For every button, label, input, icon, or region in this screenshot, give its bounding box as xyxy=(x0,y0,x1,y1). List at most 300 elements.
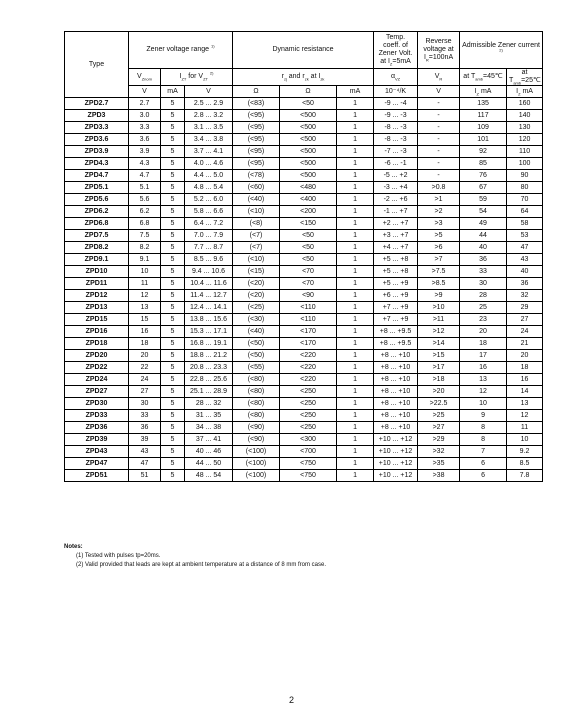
unit-iz: mA xyxy=(161,86,185,98)
cell-i45: 18 xyxy=(460,338,507,350)
cell-izk: 1 xyxy=(337,362,374,374)
cell-i45: 6 xyxy=(460,470,507,482)
cell-i45: 20 xyxy=(460,326,507,338)
header-type: Type xyxy=(65,32,129,98)
cell-rzk: <250 xyxy=(280,398,337,410)
header-alpha-vz: $\alpha_{VZ}$ xyxy=(374,69,418,86)
cell-tc: +5 ... +8 xyxy=(374,266,418,278)
cell-vr: >8.5 xyxy=(418,278,460,290)
cell-izk: 1 xyxy=(337,458,374,470)
cell-vr: >3 xyxy=(418,218,460,230)
cell-vr: >20 xyxy=(418,386,460,398)
cell-vz: 39 xyxy=(129,434,161,446)
cell-i25: 80 xyxy=(507,182,543,194)
cell-vz: 27 xyxy=(129,386,161,398)
table-row xyxy=(65,326,543,338)
cell-i45: 16 xyxy=(460,362,507,374)
cell-i45: 109 xyxy=(460,122,507,134)
cell-izk: 1 xyxy=(337,122,374,134)
cell-vz: 33 xyxy=(129,410,161,422)
cell-vr: >5 xyxy=(418,230,460,242)
cell-rzt: (<50) xyxy=(233,338,280,350)
cell-tc: -8 ... -3 xyxy=(374,134,418,146)
table-row xyxy=(65,278,543,290)
cell-vz: 36 xyxy=(129,422,161,434)
cell-izk: 1 xyxy=(337,314,374,326)
cell-rzk: <500 xyxy=(280,110,337,122)
cell-izk: 1 xyxy=(337,218,374,230)
cell-iz: 5 xyxy=(161,398,185,410)
cell-vz: 18 xyxy=(129,338,161,350)
cell-izk: 1 xyxy=(337,182,374,194)
cell-rzk: <480 xyxy=(280,182,337,194)
cell-izk: 1 xyxy=(337,170,374,182)
cell-type: ZPD10 xyxy=(65,266,129,278)
cell-i45: 12 xyxy=(460,386,507,398)
cell-i45: 9 xyxy=(460,410,507,422)
cell-tc: +8 ... +9.5 xyxy=(374,326,418,338)
header-temp-coeff: Temp. coeff. of Zener Volt. at $I_Z=5mA$ xyxy=(374,32,418,69)
cell-i45: 25 xyxy=(460,302,507,314)
cell-type: ZPD30 xyxy=(65,398,129,410)
cell-izk: 1 xyxy=(337,146,374,158)
cell-iz: 5 xyxy=(161,434,185,446)
cell-i45: 13 xyxy=(460,374,507,386)
cell-tc: -9 ... -3 xyxy=(374,110,418,122)
cell-i45: 85 xyxy=(460,158,507,170)
cell-range: 4.4 ... 5.0 xyxy=(185,170,233,182)
cell-tc: -7 ... -3 xyxy=(374,146,418,158)
cell-type: ZPD33 xyxy=(65,410,129,422)
cell-tc: +5 ... +8 xyxy=(374,254,418,266)
cell-iz: 5 xyxy=(161,278,185,290)
table-row xyxy=(65,242,543,254)
cell-type: ZPD5.1 xyxy=(65,182,129,194)
header-iz-45: at $T_{amb}=45℃$ xyxy=(460,69,507,86)
page-number: 2 xyxy=(288,695,294,705)
cell-rzk: <500 xyxy=(280,122,337,134)
cell-tc: -3 ... +4 xyxy=(374,182,418,194)
cell-vr: - xyxy=(418,170,460,182)
cell-vr: - xyxy=(418,110,460,122)
cell-range: 48 ... 54 xyxy=(185,470,233,482)
cell-vr: >1 xyxy=(418,194,460,206)
cell-izk: 1 xyxy=(337,398,374,410)
zener-spec-table xyxy=(64,31,543,482)
cell-type: ZPD18 xyxy=(65,338,129,350)
cell-izk: 1 xyxy=(337,290,374,302)
cell-iz: 5 xyxy=(161,158,185,170)
cell-vz: 6.8 xyxy=(129,218,161,230)
table-row xyxy=(65,470,543,482)
cell-rzk: <250 xyxy=(280,386,337,398)
header-rz: $r_{zj}$ and $r_{zk}$ at $I_{zk}$ xyxy=(233,69,374,86)
cell-range: 6.4 ... 7.2 xyxy=(185,218,233,230)
cell-i25: 70 xyxy=(507,194,543,206)
cell-iz: 5 xyxy=(161,422,185,434)
cell-i25: 43 xyxy=(507,254,543,266)
cell-tc: +7 ... +9 xyxy=(374,314,418,326)
cell-i45: 117 xyxy=(460,110,507,122)
cell-range: 40 ... 46 xyxy=(185,446,233,458)
cell-rzt: (<95) xyxy=(233,158,280,170)
cell-range: 13.8 ... 15.6 xyxy=(185,314,233,326)
cell-tc: -8 ... -3 xyxy=(374,122,418,134)
cell-rzk: <50 xyxy=(280,98,337,110)
cell-rzt: (<83) xyxy=(233,98,280,110)
cell-tc: -1 ... +7 xyxy=(374,206,418,218)
cell-range: 25.1 ... 28.9 xyxy=(185,386,233,398)
header-dynamic-resistance: Dynamic resistance xyxy=(233,32,374,69)
cell-type: ZPD47 xyxy=(65,458,129,470)
cell-vz: 47 xyxy=(129,458,161,470)
cell-vr: - xyxy=(418,158,460,170)
cell-vz: 3.6 xyxy=(129,134,161,146)
table-row xyxy=(65,230,543,242)
cell-izk: 1 xyxy=(337,266,374,278)
cell-i45: 36 xyxy=(460,254,507,266)
unit-vr: V xyxy=(418,86,460,98)
cell-type: ZPD3.6 xyxy=(65,134,129,146)
cell-izk: 1 xyxy=(337,422,374,434)
cell-type: ZPD2.7 xyxy=(65,98,129,110)
cell-vz: 16 xyxy=(129,326,161,338)
header-row-group-titles xyxy=(65,32,543,69)
header-zener-voltage-range: Zener voltage range $^{1)}$ xyxy=(129,32,233,69)
cell-iz: 5 xyxy=(161,218,185,230)
cell-rzk: <70 xyxy=(280,278,337,290)
cell-vz: 13 xyxy=(129,302,161,314)
cell-i25: 32 xyxy=(507,290,543,302)
table-row xyxy=(65,254,543,266)
cell-iz: 5 xyxy=(161,374,185,386)
cell-vz: 3.0 xyxy=(129,110,161,122)
cell-range: 37 ... 41 xyxy=(185,434,233,446)
cell-i25: 9.2 xyxy=(507,446,543,458)
cell-vz: 5.1 xyxy=(129,182,161,194)
cell-i25: 110 xyxy=(507,146,543,158)
cell-tc: +8 ... +10 xyxy=(374,386,418,398)
cell-vz: 3.3 xyxy=(129,122,161,134)
cell-izk: 1 xyxy=(337,254,374,266)
cell-i45: 92 xyxy=(460,146,507,158)
cell-type: ZPD36 xyxy=(65,422,129,434)
cell-tc: +8 ... +9.5 xyxy=(374,338,418,350)
cell-vz: 9.1 xyxy=(129,254,161,266)
cell-vz: 15 xyxy=(129,314,161,326)
cell-tc: +5 ... +9 xyxy=(374,278,418,290)
cell-i25: 21 xyxy=(507,338,543,350)
cell-vr: >32 xyxy=(418,446,460,458)
cell-range: 8.5 ... 9.6 xyxy=(185,254,233,266)
cell-rzk: <700 xyxy=(280,446,337,458)
cell-rzk: <400 xyxy=(280,194,337,206)
note-2: (2) Valid provided that leads are kept at ambient temperature at a distance of 8 mm from case. xyxy=(76,562,327,568)
cell-vz: 2.7 xyxy=(129,98,161,110)
cell-i45: 54 xyxy=(460,206,507,218)
cell-izk: 1 xyxy=(337,434,374,446)
cell-range: 5.8 ... 6.6 xyxy=(185,206,233,218)
cell-izk: 1 xyxy=(337,278,374,290)
cell-rzt: (<25) xyxy=(233,302,280,314)
cell-range: 12.4 ... 14.1 xyxy=(185,302,233,314)
cell-i25: 90 xyxy=(507,170,543,182)
cell-i25: 47 xyxy=(507,242,543,254)
cell-rzt: (<80) xyxy=(233,410,280,422)
cell-type: ZPD6.8 xyxy=(65,218,129,230)
cell-rzk: <500 xyxy=(280,134,337,146)
cell-range: 3.1 ... 3.5 xyxy=(185,122,233,134)
cell-rzk: <70 xyxy=(280,266,337,278)
cell-izk: 1 xyxy=(337,194,374,206)
cell-vr: >7.5 xyxy=(418,266,460,278)
table-row xyxy=(65,398,543,410)
cell-type: ZPD6.2 xyxy=(65,206,129,218)
table-row xyxy=(65,98,543,110)
table-row xyxy=(65,290,543,302)
cell-rzt: (<30) xyxy=(233,314,280,326)
cell-type: ZPD8.2 xyxy=(65,242,129,254)
cell-izk: 1 xyxy=(337,410,374,422)
cell-rzk: <110 xyxy=(280,302,337,314)
cell-rzt: (<90) xyxy=(233,422,280,434)
cell-type: ZPD4.7 xyxy=(65,170,129,182)
cell-vr: - xyxy=(418,98,460,110)
cell-rzt: (<55) xyxy=(233,362,280,374)
cell-rzk: <150 xyxy=(280,218,337,230)
cell-rzk: <90 xyxy=(280,290,337,302)
cell-iz: 5 xyxy=(161,326,185,338)
cell-tc: +8 ... +10 xyxy=(374,422,418,434)
cell-type: ZPD27 xyxy=(65,386,129,398)
cell-iz: 5 xyxy=(161,170,185,182)
unit-i25: $I_Z$ mA xyxy=(507,86,543,98)
cell-vr: >29 xyxy=(418,434,460,446)
cell-iz: 5 xyxy=(161,350,185,362)
table-row xyxy=(65,434,543,446)
cell-i45: 23 xyxy=(460,314,507,326)
cell-i45: 49 xyxy=(460,218,507,230)
cell-rzt: (<100) xyxy=(233,470,280,482)
table-row xyxy=(65,302,543,314)
cell-type: ZPD13 xyxy=(65,302,129,314)
cell-type: ZPD9.1 xyxy=(65,254,129,266)
cell-iz: 5 xyxy=(161,98,185,110)
cell-range: 34 ... 38 xyxy=(185,422,233,434)
cell-i45: 101 xyxy=(460,134,507,146)
table-row xyxy=(65,374,543,386)
cell-rzt: (<100) xyxy=(233,446,280,458)
cell-iz: 5 xyxy=(161,122,185,134)
cell-tc: +8 ... +10 xyxy=(374,398,418,410)
cell-vr: >6 xyxy=(418,242,460,254)
cell-rzk: <170 xyxy=(280,338,337,350)
header-row-symbols xyxy=(65,69,543,86)
table-row xyxy=(65,134,543,146)
cell-type: ZPD39 xyxy=(65,434,129,446)
table-row xyxy=(65,110,543,122)
cell-vr: >22.5 xyxy=(418,398,460,410)
cell-rzk: <170 xyxy=(280,326,337,338)
table-row xyxy=(65,146,543,158)
cell-rzk: <110 xyxy=(280,314,337,326)
cell-rzt: (<50) xyxy=(233,350,280,362)
cell-vz: 11 xyxy=(129,278,161,290)
cell-rzk: <500 xyxy=(280,158,337,170)
cell-vr: - xyxy=(418,146,460,158)
cell-i25: 13 xyxy=(507,398,543,410)
cell-vz: 4.7 xyxy=(129,170,161,182)
notes xyxy=(64,543,326,570)
cell-tc: +8 ... +10 xyxy=(374,350,418,362)
cell-iz: 5 xyxy=(161,146,185,158)
cell-rzk: <300 xyxy=(280,434,337,446)
cell-izk: 1 xyxy=(337,98,374,110)
cell-range: 10.4 ... 11.6 xyxy=(185,278,233,290)
cell-rzt: (<95) xyxy=(233,110,280,122)
cell-rzt: (<8) xyxy=(233,218,280,230)
cell-vr: >15 xyxy=(418,350,460,362)
cell-izk: 1 xyxy=(337,206,374,218)
cell-vr: >17 xyxy=(418,362,460,374)
cell-i25: 10 xyxy=(507,434,543,446)
cell-type: ZPD12 xyxy=(65,290,129,302)
table-row xyxy=(65,206,543,218)
cell-i45: 40 xyxy=(460,242,507,254)
cell-type: ZPD3.3 xyxy=(65,122,129,134)
cell-vr: >10 xyxy=(418,302,460,314)
cell-i45: 30 xyxy=(460,278,507,290)
cell-rzk: <50 xyxy=(280,242,337,254)
cell-vr: >38 xyxy=(418,470,460,482)
cell-rzk: <750 xyxy=(280,458,337,470)
cell-izk: 1 xyxy=(337,158,374,170)
cell-type: ZPD7.5 xyxy=(65,230,129,242)
notes-title: Notes: xyxy=(64,544,83,550)
cell-tc: +3 ... +7 xyxy=(374,230,418,242)
cell-rzt: (<20) xyxy=(233,290,280,302)
table-row xyxy=(65,386,543,398)
cell-tc: -2 ... +6 xyxy=(374,194,418,206)
cell-i25: 130 xyxy=(507,122,543,134)
cell-rzk: <50 xyxy=(280,254,337,266)
table-row xyxy=(65,422,543,434)
unit-rzt: Ω xyxy=(233,86,280,98)
header-vznom: $V_{Znom}$ xyxy=(129,69,161,86)
table-row xyxy=(65,458,543,470)
cell-izk: 1 xyxy=(337,374,374,386)
cell-tc: -6 ... -1 xyxy=(374,158,418,170)
cell-type: ZPD15 xyxy=(65,314,129,326)
cell-i25: 14 xyxy=(507,386,543,398)
cell-range: 7.7 ... 8.7 xyxy=(185,242,233,254)
cell-rzt: (<7) xyxy=(233,242,280,254)
cell-vz: 22 xyxy=(129,362,161,374)
cell-vz: 43 xyxy=(129,446,161,458)
cell-rzk: <500 xyxy=(280,146,337,158)
cell-vr: >0.8 xyxy=(418,182,460,194)
cell-range: 9.4 ... 10.6 xyxy=(185,266,233,278)
cell-vz: 10 xyxy=(129,266,161,278)
cell-range: 20.8 ... 23.3 xyxy=(185,362,233,374)
cell-tc: +10 ... +12 xyxy=(374,470,418,482)
cell-vr: >2 xyxy=(418,206,460,218)
cell-vz: 3.9 xyxy=(129,146,161,158)
cell-iz: 5 xyxy=(161,338,185,350)
cell-i45: 28 xyxy=(460,290,507,302)
table-row xyxy=(65,266,543,278)
cell-izk: 1 xyxy=(337,326,374,338)
cell-iz: 5 xyxy=(161,458,185,470)
cell-izk: 1 xyxy=(337,242,374,254)
cell-range: 5.2 ... 6.0 xyxy=(185,194,233,206)
cell-izk: 1 xyxy=(337,134,374,146)
cell-rzk: <500 xyxy=(280,170,337,182)
cell-i25: 36 xyxy=(507,278,543,290)
cell-range: 28 ... 32 xyxy=(185,398,233,410)
cell-izk: 1 xyxy=(337,302,374,314)
cell-rzk: <750 xyxy=(280,470,337,482)
table-row xyxy=(65,362,543,374)
cell-i25: 58 xyxy=(507,218,543,230)
cell-i45: 10 xyxy=(460,398,507,410)
cell-iz: 5 xyxy=(161,254,185,266)
cell-i25: 16 xyxy=(507,374,543,386)
cell-rzt: (<100) xyxy=(233,458,280,470)
cell-rzt: (<95) xyxy=(233,122,280,134)
cell-vr: - xyxy=(418,134,460,146)
cell-vz: 5.6 xyxy=(129,194,161,206)
cell-range: 18.8 ... 21.2 xyxy=(185,350,233,362)
cell-range: 22.8 ... 25.6 xyxy=(185,374,233,386)
cell-vr: >25 xyxy=(418,410,460,422)
cell-i45: 76 xyxy=(460,170,507,182)
cell-i25: 24 xyxy=(507,326,543,338)
cell-izk: 1 xyxy=(337,350,374,362)
cell-i25: 120 xyxy=(507,134,543,146)
cell-rzt: (<80) xyxy=(233,386,280,398)
cell-rzt: (<10) xyxy=(233,206,280,218)
cell-type: ZPD20 xyxy=(65,350,129,362)
cell-iz: 5 xyxy=(161,242,185,254)
cell-i25: 11 xyxy=(507,422,543,434)
cell-range: 11.4 ... 12.7 xyxy=(185,290,233,302)
cell-vr: >18 xyxy=(418,374,460,386)
cell-type: ZPD3 xyxy=(65,110,129,122)
cell-rzt: (<15) xyxy=(233,266,280,278)
cell-rzt: (<95) xyxy=(233,134,280,146)
cell-rzk: <250 xyxy=(280,410,337,422)
cell-i25: 7.8 xyxy=(507,470,543,482)
table-row xyxy=(65,182,543,194)
cell-iz: 5 xyxy=(161,470,185,482)
table-row xyxy=(65,158,543,170)
cell-tc: +10 ... +12 xyxy=(374,434,418,446)
cell-type: ZPD22 xyxy=(65,362,129,374)
cell-izk: 1 xyxy=(337,110,374,122)
cell-izk: 1 xyxy=(337,386,374,398)
cell-tc: -5 ... +2 xyxy=(374,170,418,182)
cell-vr: >35 xyxy=(418,458,460,470)
cell-vz: 51 xyxy=(129,470,161,482)
cell-i25: 53 xyxy=(507,230,543,242)
cell-vr: >14 xyxy=(418,338,460,350)
table-row xyxy=(65,338,543,350)
cell-izk: 1 xyxy=(337,230,374,242)
cell-i45: 8 xyxy=(460,422,507,434)
cell-izk: 1 xyxy=(337,338,374,350)
table-row xyxy=(65,122,543,134)
